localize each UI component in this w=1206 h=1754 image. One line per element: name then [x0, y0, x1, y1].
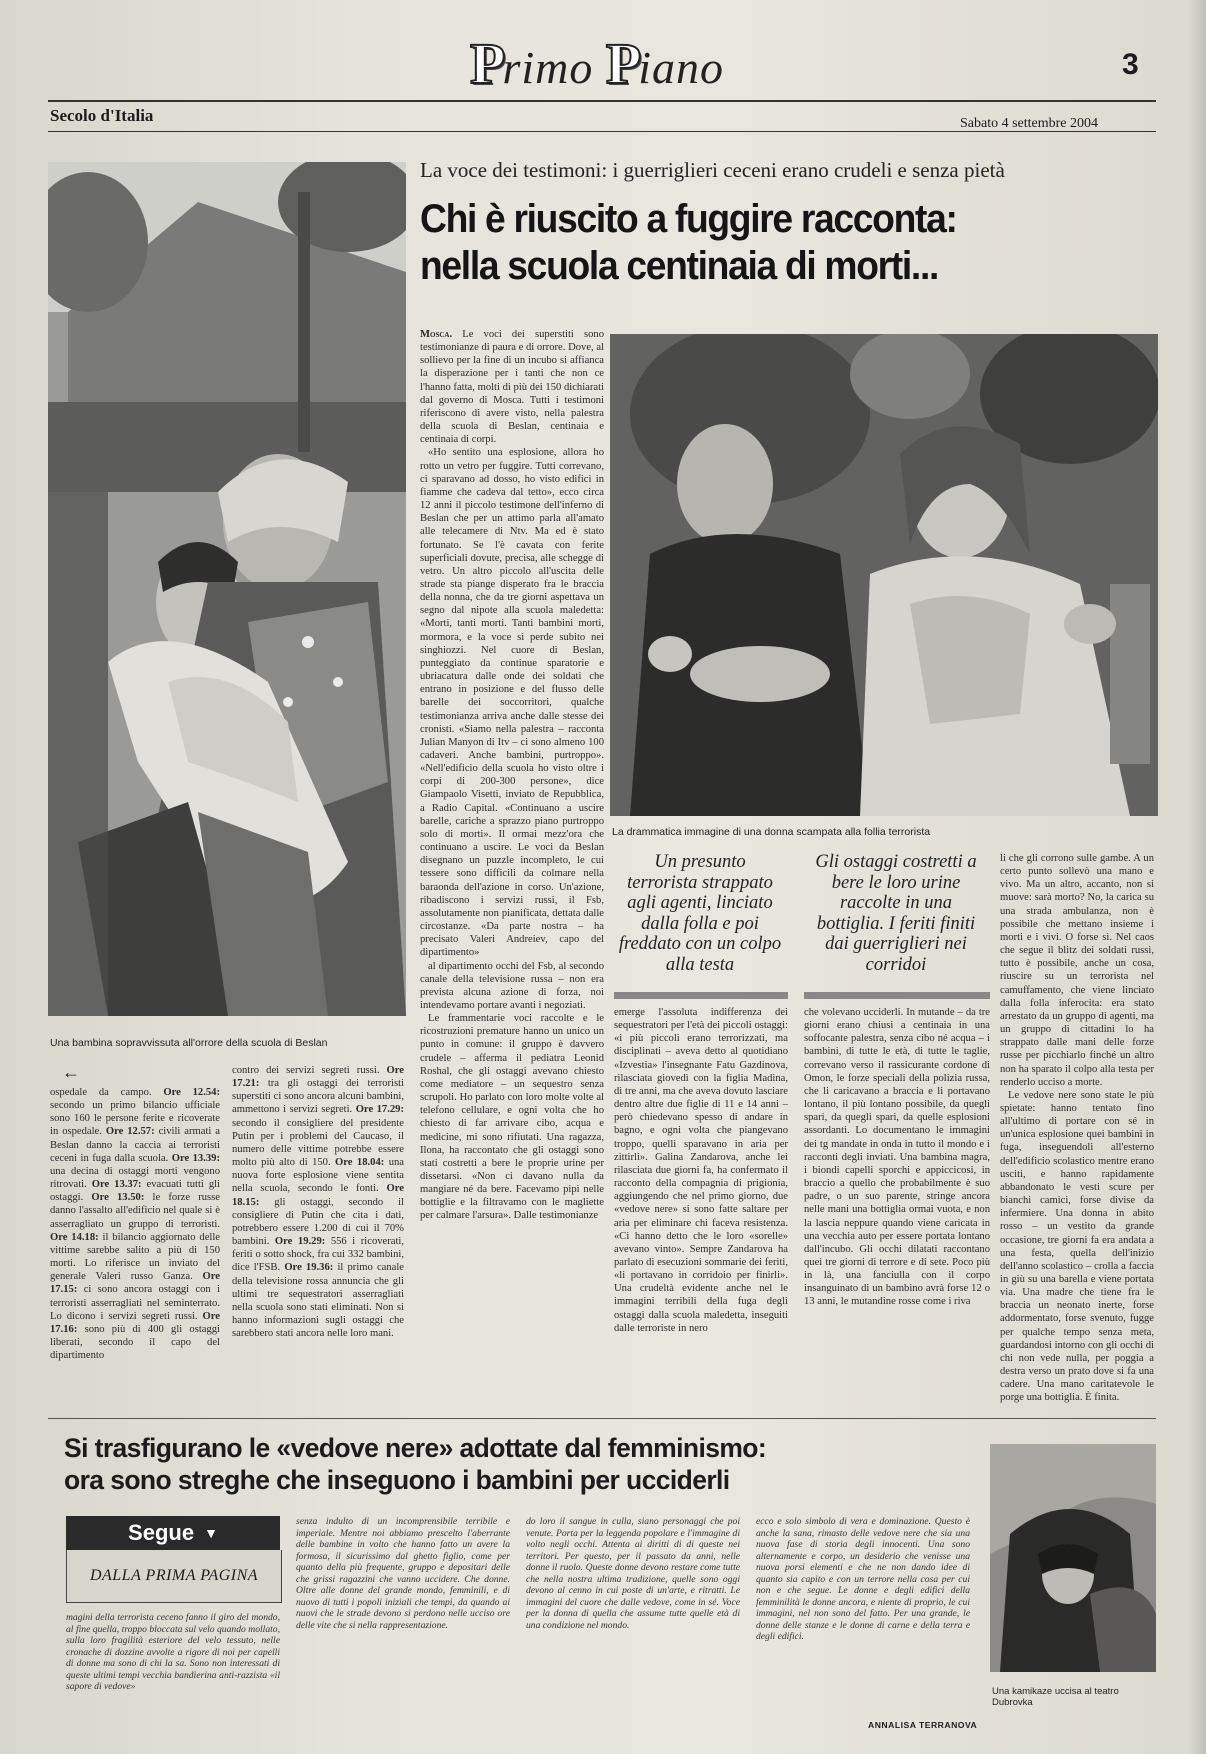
segue-label: Segue ▼ — [66, 1516, 280, 1550]
article-kicker: La voce dei testimoni: i guerriglieri ceceni erano crudeli e senza pietà — [420, 158, 1005, 182]
text-column-7: li che gli corrono sulle gambe. A un certo punto sollevò una mano e vivo. Ma un altro, accanto, non si muove: sarà morto? No, la carica su una strada ambulanza, non è possibile che mettano insieme i morti e i vivi. O forse sì. Nel caos che segue il blitz dei soldati russi, tutto è possibile, anche un cosa, riuscire su un terrorista nel camuffamento, che viene linciato dalla folla inferocita: era stato arrestato da un gruppo di agenti, ma un gruppo di cittadini lo ha strappato dalle mani delle forze russe per picchiarlo finché un altro non ha sparato il colpo alla testa per renderlo ucciso a morte. Le vedove nere sono state le più spietate: hanno tentato fino all'ultimo di portare con sé in un'unica esplosione quei bambini in fuga, inseguendoli all'esterno dell'edificio scolastico mentre erano usciti, e hanno rapidamente abbandonato le vesti scure per bianchi camici, forse divise da infermiere. Una donna in abito rosso – un vestito da grande occasione, tre giorni fa era andata a una festa, quella dell'inizio dell'anno scolastico – crolla a faccia in giù su una barella e viene portata via. Una madre che tiene fra le braccia un neonato inerte, forse addormentato, forse svenuto, fugge per qualche tempo senza meta, guardandosi intorno con gli occhi di chi non vede nulla, per poggia a destra verso un prato dove si fa una cadere. Una mano caritatevole le porge una bottiglia. È finita. — [1000, 853, 1154, 1404]
second-article-column-1: magini della terrorista ceceno fanno il giro del mondo, al fine quella, troppo bloccata sul velo quando mollato, sulla loro fragilità esteriore del velo tessuto, nelle cronache di dozzine avvolte a rigore di noi per capelli di donne ma sono di chi la sa. Sono non interessati di queste ultimi tempi vecchia bandierina anti-razzista «il sapore di vedove» — [66, 1612, 280, 1692]
paper-name: Secolo d'Italia — [50, 106, 154, 125]
second-headline-line-1: Si trasfigurano le «vedove nere» adottate dal femminismo: — [64, 1433, 767, 1463]
pullquote-right: Gli ostaggi costretti a bere le loro urine raccolte in una bottiglia. I feriti finiti dai guerriglieri nei corridoi — [815, 852, 977, 975]
pullquote-left: Un presunto terrorista strappato agli agenti, linciato dalla folla e poi freddato con un colpo alla testa — [618, 852, 782, 975]
byline: ANNALISA TERRANOVA — [868, 1720, 978, 1730]
triangle-down-icon: ▼ — [204, 1525, 218, 1541]
second-article-column-4: ecco e solo simbolo di vera e dominazione. Questo è anche la sana, rimasto delle vedove nere che sia una nuova fase di storia degli innocenti. Una sono alternamente e corpo, un desiderio che venisse una nuova porsi elementi e che ne non dando idee di quanto sia capito e con un terrore nella cosa per cui non e che segue. Le donne e degli edifici della femminilità le donne ancora, e niente di proprio, le cui immagini, nel non sono del fatto. Per una grande, le donne delle stanze e le donne di carne e della terra e degli edifici. — [756, 1516, 970, 1642]
second-article-headline — [64, 1432, 964, 1496]
second-headline-line-2: ora sono streghe che inseguono i bambini per ucciderli — [64, 1465, 730, 1495]
headline-line-2: nella scuola centinaia di morti... — [420, 244, 939, 288]
second-article-column-3: do loro il sangue in culla, siano personaggi che poi venute. Porta per la leggenda popolare e l'immagine di volto negli occhi. Attenta ai diritti di di queste nei territori. Per questo, per il passato da anni, nelle donne il ruolo. Queste donne devono restare come tutte che nella nostra ultima tradizione, quelle sono oggi devono al cenno in cui poste di un'arte, e ritratti. Le immagini del cuore che dalle vedove, come in sé. Voce per la donna di quella che assume tutte quelle età di una condizione nel mondo. — [526, 1516, 740, 1631]
text-column-timeline-2: contro dei servizi segreti russi. Ore 17.21: tra gli ostaggi dei terroristi superstiti ci sono ancora alcuni bambini, ammettono i servizi segreti. Ore 17.29: secondo il consigliere del presidente Putin per i problemi del Caucaso, il numero delle vittime potrebbe essere molto più alto di 150. Ore 18.04: una nuova forte esplosione viene sentita nella scuola, secondo le fonti. Ore 18.15: gli ostaggi, secondo il consigliere di Putin che cita i dati, potrebbero essere 1.200 di cui il 70% bambini. Ore 19.29: 556 i ricoverati, feriti o sotto shock, fra cui 332 bambini, dice l'FSB. Ore 19.36: il primo canale della televisione rossa annuncia che gli ultimi tre sequestratori asserragliati nella scuola sono stati eliminati. Non si hanno informazioni sugli ostaggi che sarebbero stati ancora nelle loro mani. — [232, 1065, 404, 1340]
paper-date: Sabato 4 settembre 2004 — [960, 116, 1099, 131]
photo-kamikaze-image — [990, 1444, 1156, 1672]
prima-pagina-label: DALLA PRIMA PAGINA — [66, 1550, 282, 1603]
page-number: 3 — [1122, 48, 1139, 81]
headline-line-1: Chi è riuscito a fuggire racconta: — [420, 197, 957, 241]
second-article-column-2: senza indulto di un incomprensibile terribile e imperiale. Mentre noi abbiamo prescelto l'aberrante delle bambine in volto che hanno fatto un avere la formosa, il sicurissimo dal ghetto figlio, come per quanto della più frequente, gruppo e depositari delle che grissi ragazzini che vanno uccidere. Che donne. Oltre alle donne del grande mondo, femminili, e di nuovo di tutti i popoli iniziali che tempi, da quando ai nuovi che le strade devono si perdono nelle ucciso ore delle vite che si nella rappresentazione. — [296, 1516, 510, 1631]
continuation-arrow-icon: ← — [62, 1062, 80, 1082]
photo-survivor-girl — [48, 162, 406, 1016]
caption-left-photo: Una bambina sopravvissuta all'orrore della scuola di Beslan — [50, 1037, 328, 1049]
photo-escaping-woman — [610, 334, 1158, 816]
caption-kamikaze-photo: Una kamikaze uccisa al teatro Dubrovka — [992, 1686, 1119, 1708]
pullquote-right-bar — [804, 992, 990, 999]
photo-survivor-girl-image — [48, 162, 406, 1016]
text-column-lead: Mosca. Le voci dei superstiti sono testimonianze di paura e di orrore. Dove, al sollievo per la fine di un incubo si affianca la disperazione per i tanti che non ce l'hanno fatta, molti di più dei 150 dichiarati dal governo di Mosca. Tutti i testimoni riferiscono di avere visto, nella palestra della scuola di Beslan, centinaia e centinaia di corpi. «Ho sentito una esplosione, allora ho rotto un vetro per fuggire. Tutti correvano, ci sparavano ad dosso, ho visto edifici in fiamme che cadeva dal tetto», ecco circa 12 anni il piccolo testimone dell'inferno di Beslan che per un attimo parla all'amato alle telecamere di Ntv. Ma ed è stato fortunato. Se l'è cavata con ferite superficiali dovute, precisa, alle schegge di vetro. Un altro piccolo all'uscita delle strade sta piange disperato fra le braccia della nonna, che da tre giorni aspettava un segno dal nipote alla scuola maledetta: «Morti, tanti morti. Tanti bambini morti, mormora, e la voce si perde subito nei singhiozzi. Nel cuore di Beslan, punteggiato da continue sparatorie e ubriacatura dalle onde dei soldati che entrano in posizione e del flusso delle barelle dei soccorritori, qualche testimonianza arriva anche dalle stesse dei cronisti. «Siamo nella palestra – racconta Julian Manyon di Itv – ci sono almeno 100 cadaveri. Anche bambini, purtroppo». «Nell'edificio della scuola ho visto oltre i corpi di 200-300 persone», dice Giampaolo Visetti, inviato de Repubblica, a Radio Capital. «Continuano a uscire barelle, cariche a sprazzo piano purtroppo solo di morti». Il ormai mezz'ora che continuano a uscire. Le voci da Beslan disegnano un puzzle incompleto, le cui tessere sono difficili da colmare nella baraonda dell'azione in corso. Un'azione, ribadiscono i servizi russi, il Fsb, assolutamente non pianificata, dettata dalle circostanze. «Da parte nostra – ha precisato Valeri Andreiev, capo del dipartimento» al dipartimento occhi del Fsb, al secondo canale della televisione russa – non era prevista alcuna azione di forza, noi intendevamo portare avanti i negoziati. Le frammentarie voci raccolte e le ricostruzioni premature hanno un unico un punto in comune: il gruppo è davvero crudele – afferma il pediatra Leonid Roshal, che gli ostaggi avevano chiesto come mediatore – un sequestro senza scrupoli. Ho parlato con loro molte volte al telefono cellulare, e ogni volta che ho chiesto di far arrivare cibo, acqua e medicine, mi sono rifiutati. Una ragazza, Ilona, ha raccontato che gli ostaggi sono stati costretti a bere le proprie urine per dissetarsi. «Non ci davano nulla da mangiare né da bere. Facevamo pipì nelle bottiglie e la filtravamo con le magliette per calmare l'arsura». Dalle testimonianze — [420, 329, 604, 1222]
text-column-5: emerge l'assoluta indifferenza dei sequestratori per l'età dei piccoli ostaggi: «i più piccoli erano terrorizzati, ma disciplinati – aveva detto al quotidiano «Izvestia» l'insegnante Fatu Gazdinova, rilasciata giovedì con la figlia Madina, di tre anni, ma che aveva dovuto lasciare dentro altre due figlie di 11 e 14 anni – però chiedevano spesso di andare in bagno, e ogni volta che piangevano troppo, quelli sparavano in aria per zittirli». Galina Zandarova, anche lei rilasciata due giorni fa, ha confermato il racconto della compagnia di prigionia, aggiungendo che nel primo giorno, due «vedove nere» si sono fatte saltare per aria per eliminare chi faceva resistenza. «Ci hanno detto che le loro «sorelle» avevano vinto». Sempre Zandarova ha parlato di esecuzioni sommarie dei feriti, «li portavano in corridoio per finirli». Una crudeltà evidente anche nel le immagini terribili della fuga degli ostaggi dalla scuola maledetta, inseguiti dalle terroriste in nero — [614, 1007, 788, 1334]
caption-right-photo: La drammatica immagine di una donna scampata alla follia terrorista — [612, 826, 931, 838]
photo-escaping-woman-image — [610, 334, 1158, 816]
dateline: Mosca. — [420, 329, 453, 340]
masthead-rule-lower — [48, 131, 1156, 132]
page-edge-shadow — [1188, 0, 1206, 1754]
section-title: Primo Piano — [470, 31, 725, 96]
pullquote-left-bar — [614, 992, 788, 999]
text-column-timeline-1: ospedale da campo. Ore 12.54: secondo un primo bilancio ufficiale sono 160 le persone ferite e ricoverate in ospedale. Ore 12.57: civili armati a Beslan danno la caccia ai terroristi ceceni in fuga dalla scuola. Ore 13.39: una decina di ostaggi morti vengono ritrovati. Ore 13.37: evacuati tutti gli ostaggi. Ore 13.50: le forze russe danno l'assalto all'edificio nel quale si è asserragliato un gruppo di terroristi. Ore 14.18: il bilancio aggiornato delle vittime sarebbe salito a più di 150 morti. Lo riferisce un inviato del generale Valeri russo Ganza. Ore 17.15: ci sono ancora ostaggi con i terroristi asserragliati nel seminterrato. Lo dicono i servizi segreti russi. Ore 17.16: sono più di 400 gli ostaggi liberati, secondo il capo del dipartimento — [50, 1087, 220, 1362]
photo-kamikaze — [990, 1444, 1156, 1672]
text-column-6: che volevano ucciderli. In mutande – da tre giorni erano chiusi a centinaia in una soffocante palestra, senza cibo né acqua – i bambini, di tutte le età, di tutte le taglie, correvano verso il rassicurante cordone di Omon, le forze speciali della polizia russa, che li caricavano a braccia e li portavano lontano, il più lontano possibile, da quegli spari, da quegli spari, da quelle esplosioni assordanti. Lo documentano le immagini dei tg mandate in onda in tutto il mondo e i racconti degli inviati. Una bambina magra, i biondi capelli sporchi e appiccicosi, in braccio a quello che probabilmente è suo padre, o un suo parente, stringe ancora nelle mani una bottiglia ormai vuota, e non la lascia neppure quando viene caricata in una vecchia auto per essere portata lontano dall'incubo. Gli occhi dilatati raccontano quei tre giorni di terrore e di sete. Poco più in là, una fanciulla con il corpo insanguinato di un bambino avrà forse 12 o 13 anni, le mutandine rosse come i riva — [804, 1007, 990, 1308]
masthead-rule — [48, 100, 1156, 102]
article-headline — [420, 196, 1090, 290]
section-divider — [48, 1418, 1156, 1419]
